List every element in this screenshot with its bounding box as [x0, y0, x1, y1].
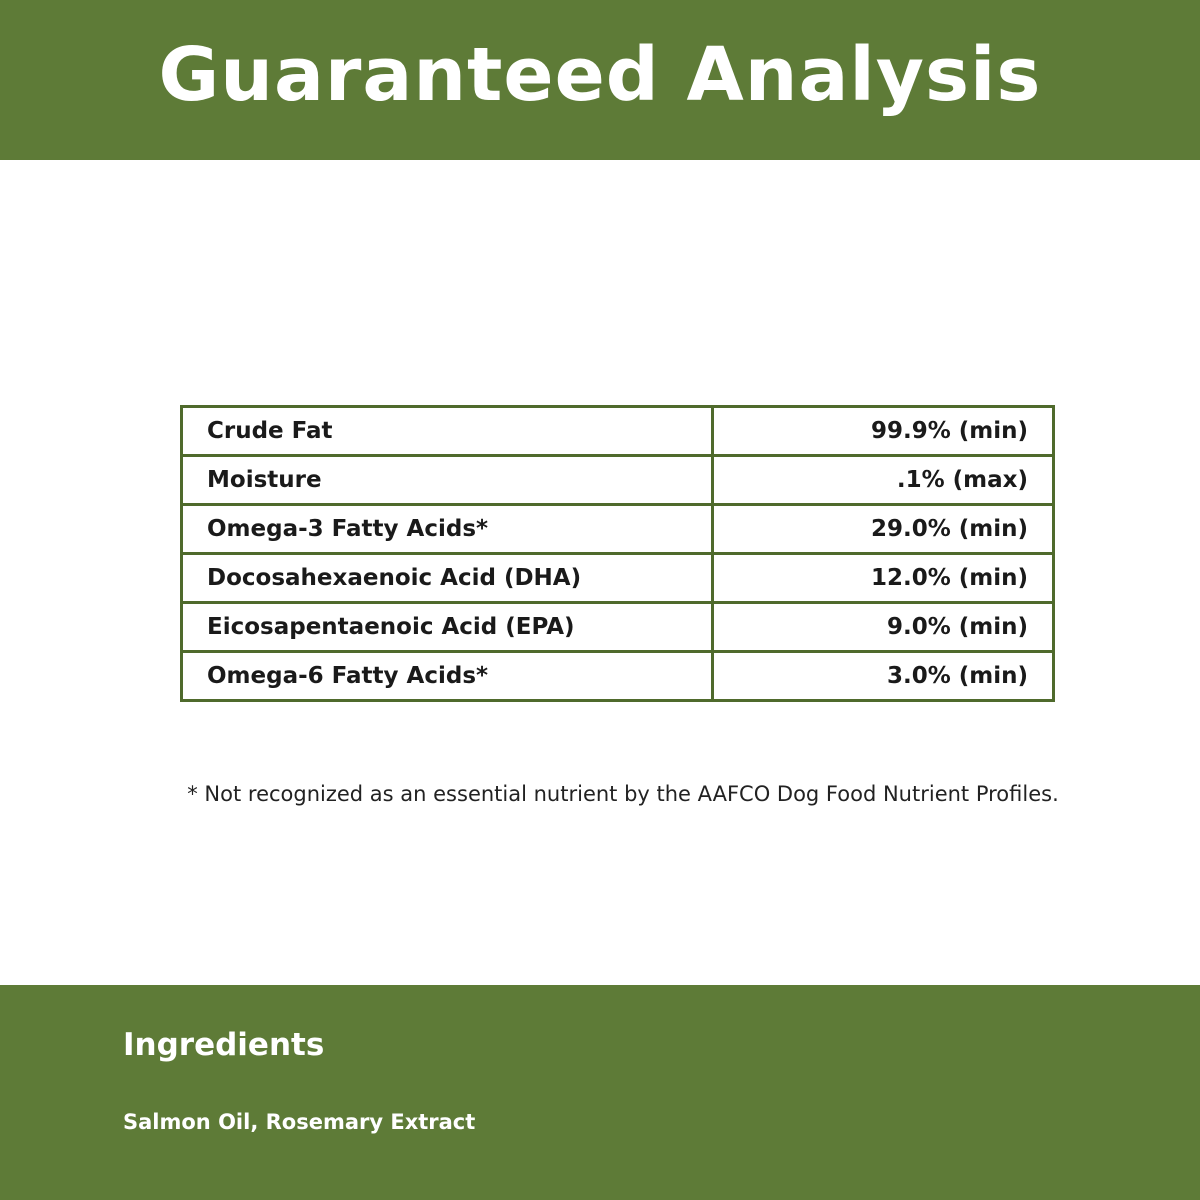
nutrient-name: Omega-3 Fatty Acids*	[182, 505, 713, 554]
page-title: Guaranteed Analysis	[158, 32, 1042, 118]
nutrient-amount: 9.0% (min)	[713, 603, 1054, 652]
table-row	[182, 407, 1054, 456]
nutrient-amount: 3.0% (min)	[713, 652, 1054, 701]
table-row	[182, 652, 1054, 701]
nutrient-amount: .1% (max)	[713, 456, 1054, 505]
ingredients-band	[0, 985, 1200, 1200]
nutrient-name: Moisture	[182, 456, 713, 505]
ingredients-heading: Ingredients	[123, 1027, 325, 1063]
footnote: * Not recognized as an essential nutrient by the AAFCO Dog Food Nutrient Profiles.	[187, 782, 1059, 806]
ingredients-list: Salmon Oil, Rosemary Extract	[123, 1110, 476, 1134]
nutrient-name: Eicosapentaenoic Acid (EPA)	[182, 603, 713, 652]
nutrient-name: Docosahexaenoic Acid (DHA)	[182, 554, 713, 603]
table-row	[182, 603, 1054, 652]
header-band	[0, 0, 1200, 160]
nutrient-amount: 12.0% (min)	[713, 554, 1054, 603]
nutrient-name: Omega-6 Fatty Acids*	[182, 652, 713, 701]
nutrient-amount: 99.9% (min)	[713, 407, 1054, 456]
table-row	[182, 554, 1054, 603]
nutrient-name: Crude Fat	[182, 407, 713, 456]
table-row	[182, 505, 1054, 554]
guaranteed-analysis-table	[180, 405, 1055, 702]
table-row	[182, 456, 1054, 505]
nutrient-amount: 29.0% (min)	[713, 505, 1054, 554]
